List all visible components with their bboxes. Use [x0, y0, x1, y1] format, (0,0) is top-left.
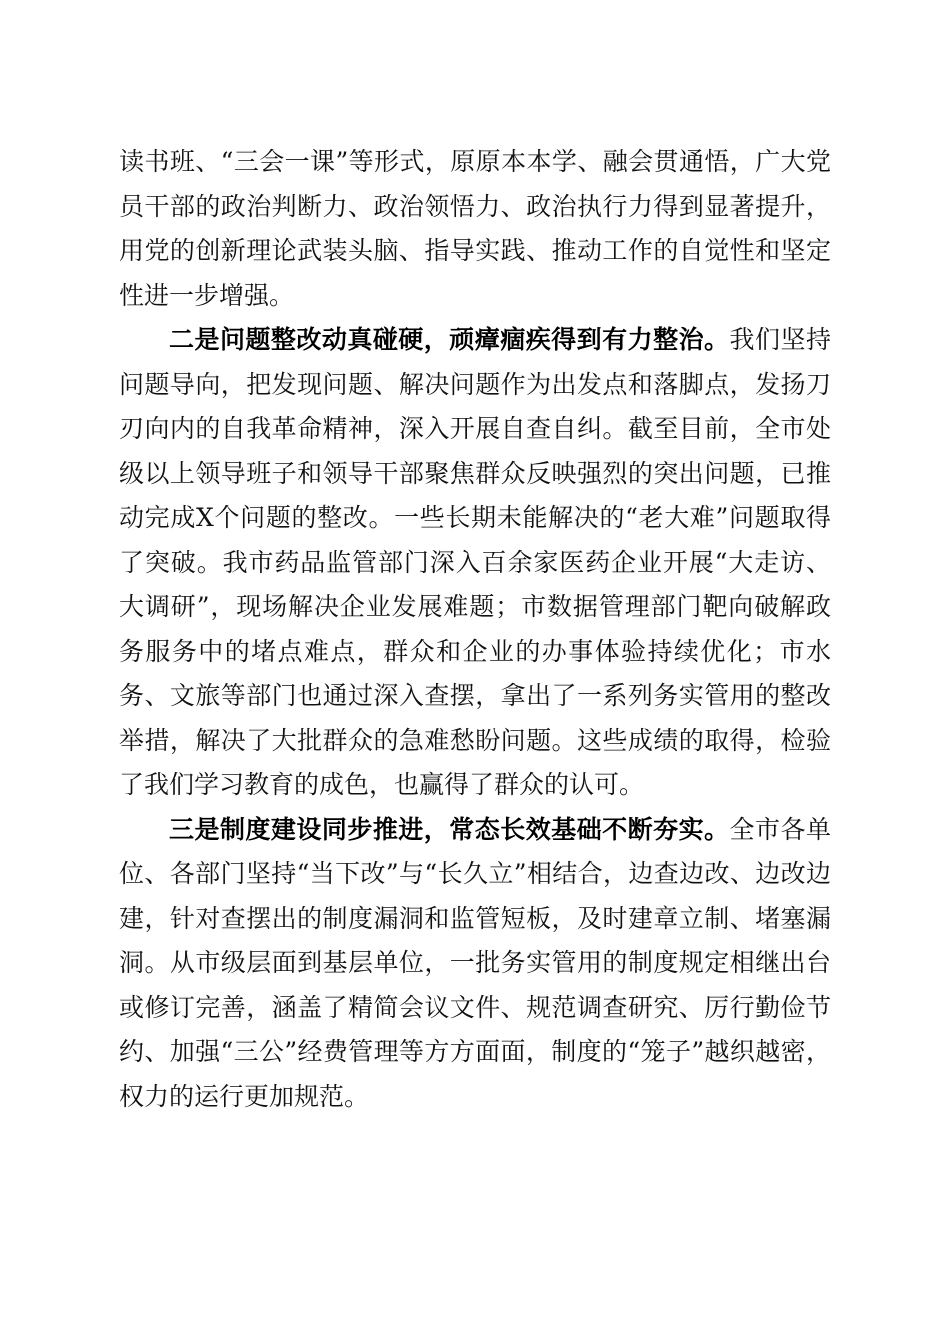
paragraph-text: 读书班、“三会一课”等形式，原原本本学、融会贯通悟，广大党员干部的政治判断力、政治领悟力、政治执行力得到显著提升，用党的创新理论武装头脑、指导实践、推动工作的自觉性和坚定性进一步增强。: [119, 147, 831, 310]
paragraph-problem-rectification: [119, 318, 831, 808]
paragraph-text: 全市各单位、各部门坚持“当下改”与“长久立”相结合，边查边改、边改边建，针对查摆出的制度漏洞和监管短板，及时建章立制、堵塞漏洞。从市级层面到基层单位，一批务实管用的制度规定相继出台或修订完善，涵盖了精简会议文件、规范调查研究、厉行勤俭节约、加强“三公”经费管理等方方面面，制度的“笼子”越织越密，权力的运行更加规范。: [119, 814, 831, 1111]
paragraph-lead-heading: 三是制度建设同步推进，常态长效基础不断夯实。: [169, 814, 730, 844]
document-page: [119, 140, 831, 1119]
paragraph-institution-building: [119, 808, 831, 1120]
paragraph-text: 我们坚持问题导向，把发现问题、解决问题作为出发点和落脚点，发扬刀刃向内的自我革命精神，深入开展自查自纠。截至目前，全市处级以上领导班子和领导干部聚焦群众反映强烈的突出问题，已推动完成X个问题的整改。一些长期未能解决的“老大难”问题取得了突破。我市药品监管部门深入百余家医药企业开展“大走访、大调研”，现场解决企业发展难题；市数据管理部门靶向破解政务服务中的堵点难点，群众和企业的办事体验持续优化；市水务、文旅等部门也通过深入查摆，拿出了一系列务实管用的整改举措，解决了大批群众的急难愁盼问题。这些成绩的取得，检验了我们学习教育的成色，也赢得了群众的认可。: [119, 325, 831, 799]
paragraph-lead-heading: 二是问题整改动真碰硬，顽瘴痼疾得到有力整治。: [169, 325, 730, 354]
paragraph-continuation: [119, 140, 831, 318]
